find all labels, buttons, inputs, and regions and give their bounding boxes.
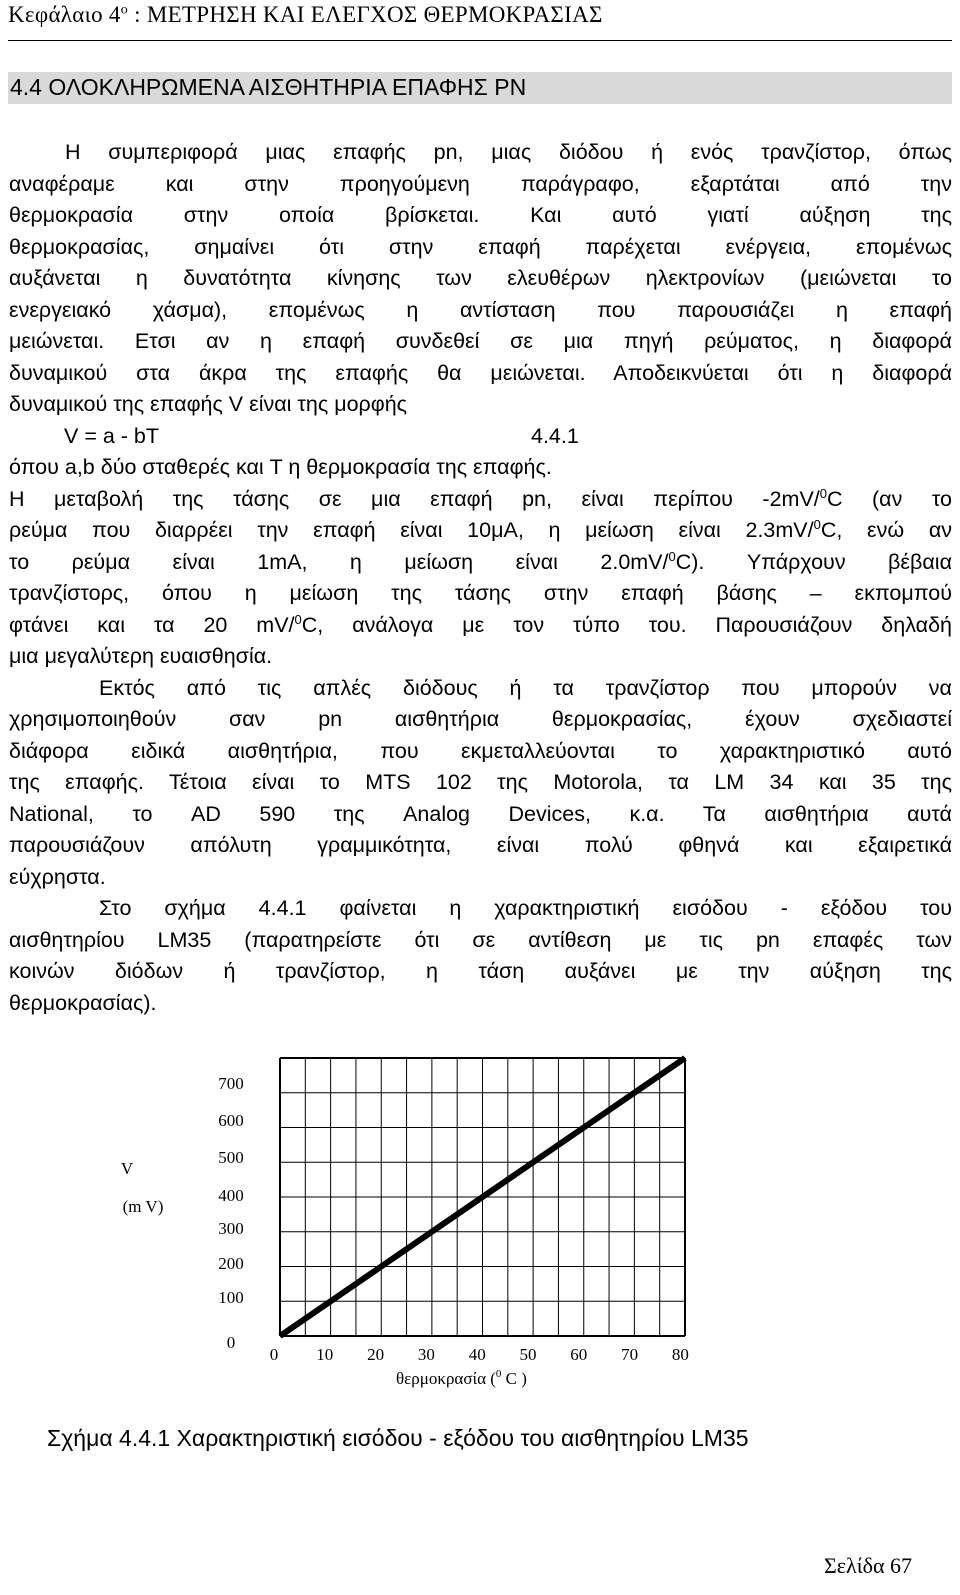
text-line: θερμοκρασίας). xyxy=(9,990,157,1015)
x-tick-label: 80 xyxy=(671,1345,689,1364)
text-line: της επαφής. Τέτοια είναι το MTS 102 της Motorola, τα LM 34 και 35 της xyxy=(9,770,952,794)
header-rule xyxy=(8,40,952,41)
text-line: Η μεταβολή της τάσης σε μια επαφή pn, είναι περίπου -2mV/$^0$C (αν το xyxy=(9,485,952,511)
text-line: National, το AD 590 της Analog Devices, κ.α. Τα αισθητήρια αυτά xyxy=(9,801,952,826)
text-line: θερμοκρασία στην οποία βρίσκεται. Και αυτό γιατί αύξηση της xyxy=(9,203,952,227)
text-line: Εκτός από τις απλές διόδους ή τα τρανζίστορ που μπορούν να xyxy=(99,675,952,700)
x-tick-label: 70 xyxy=(621,1345,639,1364)
text-line: τρανζίστορς, όπου η μείωση της τάσης στην επαφή βάσης – εκπομπού xyxy=(9,581,952,605)
x-tick-label: 10 xyxy=(316,1345,334,1364)
section-title: 4.4 ΟΛΟΚΛΗΡΩΜΕΝΑ ΑΙΣΘΗΤΗΡΙΑ ΕΠΑΦΗΣ PN xyxy=(10,74,527,100)
text-line: το ρεύμα είναι 1mA, η μείωση είναι 2.0mV/$^0$C). Υπάρχουν βέβαια xyxy=(9,548,952,574)
text-line: αυξάνεται η δυνατότητα κίνησης των ελευθέρων ηλεκτρονίων (μειώνεται το xyxy=(9,266,952,290)
y-tick-label: 500 xyxy=(218,1148,244,1167)
x-axis-label: θερμοκρασία ($^0$ C ) xyxy=(396,1368,527,1388)
text-line: μειώνεται. Ετσι αν η επαφή συνδεθεί σε μια πηγή ρεύματος, η διαφορά xyxy=(9,329,952,353)
text-line: διάφορα ειδικά αισθητήρια, που εκμεταλλεύονται το χαρακτηριστικό αυτό xyxy=(9,738,952,763)
page-footer xyxy=(824,1553,912,1579)
x-tick-label: 30 xyxy=(417,1345,435,1364)
text-line: χρησιμοποιηθούν σαν pn αισθητήρια θερμοκρασίας, έχουν σχεδιαστεί xyxy=(9,707,952,731)
text-line: όπου a,b δύο σταθερές και T η θερμοκρασία της επαφής. xyxy=(9,455,552,479)
x-tick-label: 50 xyxy=(519,1345,537,1364)
text-line: δυναμικού στα άκρα της επαφής θα μειώνεται. Αποδεικνύεται ότι η διαφορά xyxy=(9,360,952,385)
y-tick-label: 200 xyxy=(218,1254,244,1273)
y-tick-label: 700 xyxy=(218,1074,244,1093)
formula: V = a - bT xyxy=(64,423,159,448)
text-line: ρεύμα που διαρρέει την επαφή είναι 10μA, η μείωση είναι 2.3mV/$^0$C, ενώ αν xyxy=(9,517,952,542)
y-axis-label: V xyxy=(120,1159,134,1178)
text-line: μια μεγαλύτερη ευαισθησία. xyxy=(9,644,273,668)
page-label: Σελίδα xyxy=(824,1553,885,1578)
text-line: δυναμικού της επαφής V είναι της μορφής xyxy=(9,392,408,416)
text-line: παρουσιάζουν απόλυτη γραμμικότητα, είναι πολύ φθηνά και εξαιρετικά xyxy=(9,833,952,857)
formula-number: 4.4.1 xyxy=(531,423,579,448)
text-line: εύχρηστα. xyxy=(9,864,106,889)
y-tick-label: 400 xyxy=(218,1186,244,1205)
text-line: Η συμπεριφορά μιας επαφής pn, μιας διόδου ή ενός τρανζίστορ, όπως xyxy=(65,140,952,164)
x-tick-label: 20 xyxy=(367,1345,385,1364)
y-tick-label: 300 xyxy=(218,1219,244,1238)
chapter-prefix: Κεφάλαιο 4 xyxy=(8,2,121,27)
chapter-title: : ΜΕΤΡΗΣΗ ΚΑΙ ΕΛΕΓΧΟΣ ΘΕΡΜΟΚΡΑΣΙΑΣ xyxy=(128,2,603,27)
x-tick-label: 0 xyxy=(269,1345,279,1364)
y-tick-label: 0 xyxy=(226,1333,236,1352)
chapter-sup: ο xyxy=(120,2,129,18)
text-line: αναφέραμε και στην προηγούμενη παράγραφο, εξαρτάται από την xyxy=(9,171,952,196)
text-line: αισθητηρίου LM35 (παρατηρείστε ότι σε αντίθεση με τις pn επαφές των xyxy=(9,927,952,952)
figure-caption: Σχήμα 4.4.1 Χαρακτηριστική εισόδου - εξόδου του αισθητηρίου LM35 xyxy=(47,1425,749,1451)
chapter-header xyxy=(8,2,603,28)
text-line: ενεργειακό χάσμα), επομένως η αντίσταση που παρουσιάζει η επαφή xyxy=(9,297,952,322)
lm35-chart xyxy=(0,1050,960,1400)
y-tick-label: 100 xyxy=(218,1288,244,1307)
body-text xyxy=(9,137,952,1019)
page-number: 67 xyxy=(890,1553,913,1578)
y-tick-label: 600 xyxy=(218,1111,244,1130)
text-line: κοινών διόδων ή τρανζίστορ, η τάση αυξάνει με την αύξηση της xyxy=(9,959,952,983)
text-line: φτάνει και τα 20 mV/$^0$C, ανάλογα με τον τύπο του. Παρουσιάζουν δηλαδή xyxy=(9,611,952,637)
formula-line xyxy=(9,421,952,453)
text-line: θερμοκρασίας, σημαίνει ότι στην επαφή παρέχεται ενέργεια, επομένως xyxy=(9,234,952,259)
x-tick-label: 40 xyxy=(468,1345,486,1364)
x-tick-label: 60 xyxy=(570,1345,588,1364)
text-line: Στο σχήμα 4.4.1 φαίνεται η χαρακτηριστική εισόδου - εξόδου του xyxy=(99,896,952,920)
y-axis-unit: (m V) xyxy=(122,1197,164,1216)
